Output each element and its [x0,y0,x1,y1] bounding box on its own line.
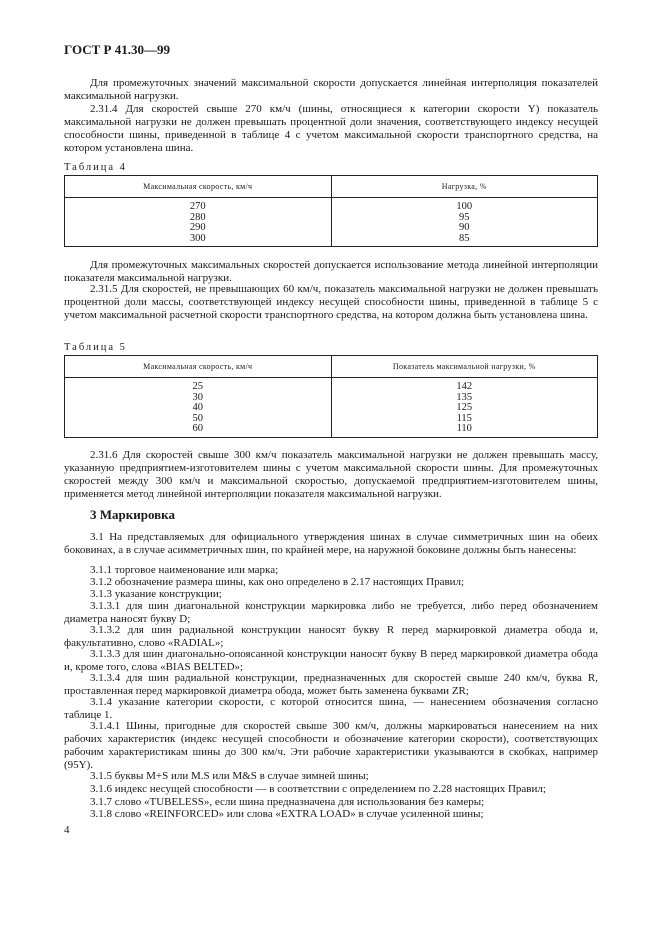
paragraph-2-31-5: 2.31.5 Для скоростей, не превышающих 60 км/ч, показатель максимальной нагрузки не должен превышать процентной доли массы, соответствующей индексу несущей способности шины, приведенной в таблице 5 с учетом максимальной расчетной скорости транспортного средства, на котором должна быть установлена шина. [64,283,598,321]
table-row [65,198,598,213]
table-cell: 90 [331,223,598,234]
paragraph-3-1-3-4: 3.1.3.4 для шин радиальной конструкции, предназначенных для скоростей свыше 240 км/ч, буква R, проставленная перед маркировкой диаметра обода, может быть заменена буквами ZR; [64,672,598,697]
table-cell: 290 [65,223,332,234]
table-row [65,213,598,224]
table-row [65,414,598,425]
paragraph-3-1-3-3: 3.1.3.3 для шин диагонально-опоясанной конструкции наносят букву B перед маркировкой диаметра обода и, кроме того, слова «BIAS BELTED»; [64,648,598,673]
paragraph-3-1-8: 3.1.8 слово «REINFORCED» или слова «EXTRA LOAD» в случае усиленной шины; [90,808,484,820]
table-4 [64,175,598,247]
table-cell: 95 [331,213,598,224]
table-cell: 85 [331,234,598,247]
table-row [65,223,598,234]
table-5 [64,355,598,438]
paragraph-3-1-2: 3.1.2 обозначение размера шины, как оно определено в 2.17 настоящих Правил; [90,576,465,588]
table-row [65,403,598,414]
table-cell: 25 [65,378,332,393]
table-5-header-load-index: Показатель максимальной нагрузки, % [331,356,598,378]
table-5-caption: Таблица 5 [64,342,127,353]
paragraph-3-1: 3.1 На представляемых для официального утверждения шинах в случае симметричных шин на обеих боковинах, а в случае асимметричных шин, по крайней мере, на наружной боковине должны быть нанесены: [64,531,598,556]
table-cell: 135 [331,393,598,404]
paragraph-3-1-3-2: 3.1.3.2 для шин радиальной конструкции наносят букву R перед маркировкой диаметра обода и, факультативно, слово «RADIAL»; [64,624,598,649]
table-cell: 142 [331,378,598,393]
table-cell: 280 [65,213,332,224]
table-row [65,378,598,393]
paragraph-2-31-6: 2.31.6 Для скоростей свыше 300 км/ч показатель максимальной нагрузки не должен превышать массу, указанную предприятием-изготовителем шины с учетом максимальной скорости шины. Для промежуточных скоростей между 300 км/ч и максимальной скоростью, допускаемой предприятием-изготовителем шины, применяется метод линейной интерполяции показателя максимальной нагрузки. [64,449,598,500]
paragraph-3-1-3-1: 3.1.3.1 для шин диагональной конструкции маркировка либо не требуется, либо перед обозначением диаметра наносят букву D; [64,600,598,625]
table-cell: 110 [331,424,598,437]
table-cell: 40 [65,403,332,414]
table-4-caption: Таблица 4 [64,162,127,173]
table-cell: 60 [65,424,332,437]
paragraph-3-1-6: 3.1.6 индекс несущей способности — в соответствии с определением по 2.28 настоящих Правил; [90,783,546,795]
paragraph-3-1-7: 3.1.7 слово «TUBELESS», если шина предназначена для использования без камеры; [90,796,485,808]
paragraph-3-1-4-1: 3.1.4.1 Шины, пригодные для скоростей свыше 300 км/ч, должны маркироваться нанесением на них рабочих характеристик (индекс несущей способности и обозначение категории скорости), соответствующих рабочим характеристикам шины до 300 км/ч. Эти рабочие характеристики указываются в скобках, например (95Y). [64,720,598,771]
paragraph-3-1-5: 3.1.5 буквы M+S или M.S или M&S в случае зимней шины; [90,770,369,782]
paragraph-3-1-1: 3.1.1 торговое наименование или марка; [90,564,279,576]
document-header: ГОСТ Р 41.30—99 [64,42,170,57]
table-5-header-speed: Максимальная скорость, км/ч [65,356,332,378]
table-cell: 270 [65,198,332,213]
paragraph-2-31-4: 2.31.4 Для скоростей свыше 270 км/ч (шины, относящиеся к категории скорости Y) показатель максимальной нагрузки не должен превышать процентной доли значения, соответствующего индексу несущей способности шины, приведенной в таблице 4 с учетом максимальной скорости транспортного средства, на котором установлена шина. [64,103,598,154]
paragraph-interpolation-note-1: Для промежуточных значений максимальной скорости допускается линейная интерполяция показателей максимальной нагрузки. [64,77,598,102]
paragraph-3-1-3: 3.1.3 указание конструкции; [90,588,222,600]
paragraph-interpolation-note-2: Для промежуточных максимальных скоростей допускается использование метода линейной интерполяции показателя максимальной нагрузки. [64,259,598,284]
table-row [65,234,598,247]
table-row [65,393,598,404]
table-row [65,424,598,437]
paragraph-3-1-4: 3.1.4 указание категории скорости, с которой относится шина, — нанесением обозначения согласно таблице 1. [64,696,598,721]
page-number: 4 [64,824,70,836]
table-4-header-speed: Максимальная скорость, км/ч [65,176,332,198]
table-cell: 30 [65,393,332,404]
table-cell: 100 [331,198,598,213]
section-title: 3 Маркировка [90,507,175,522]
table-cell: 125 [331,403,598,414]
table-4-header-load: Нагрузка, % [331,176,598,198]
table-cell: 300 [65,234,332,247]
table-cell: 50 [65,414,332,425]
table-cell: 115 [331,414,598,425]
